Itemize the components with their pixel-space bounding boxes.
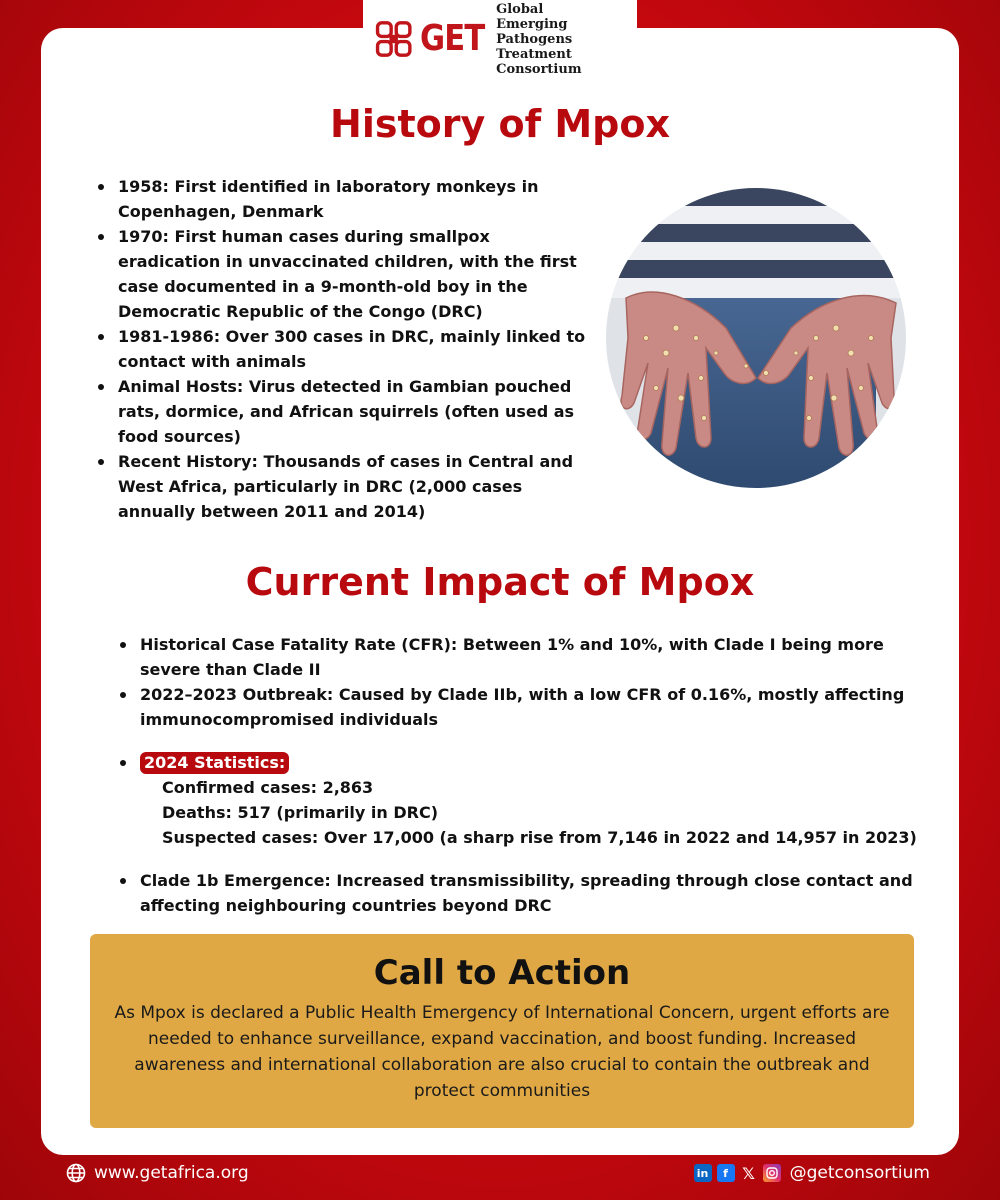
suspected-cases: Suspected cases: Over 17,000 (a sharp rise from 7,146 in 2022 and 14,957 in 2023) [162,828,917,847]
logo-subtitle [496,2,637,77]
history-title: History of Mpox [330,102,670,146]
impact-list [118,632,918,918]
list-item: 1981-1986: Over 300 cases in DRC, mainly linked to contact with animals [96,324,596,374]
deaths: Deaths: 517 (primarily in DRC) [162,803,438,822]
social-handle[interactable]: @getconsortium [789,1163,930,1183]
logo-line-2: Emerging Pathogens [496,16,573,47]
impact-title: Current Impact of Mpox [245,560,755,604]
logo [363,0,637,78]
list-item: Historical Case Fatality Rate (CFR): Between 1% and 10%, with Clade I being more severe than Clade II [118,632,918,682]
cta-title: Call to Action [373,953,631,993]
statistics-label-badge: 2024 Statistics: [140,752,289,774]
cta-body: As Mpox is declared a Public Health Emergency of International Concern, urgent efforts are needed to enhance surveillance, expand vaccination, and boost funding. Increased awareness and international collaboration are also crucial to contain the outbreak and protect communities [114,1003,890,1101]
list-item: Animal Hosts: Virus detected in Gambian pouched rats, dormice, and African squirrels (often used as food sources) [96,374,596,449]
globe-icon [66,1163,86,1183]
list-item: 2022–2023 Outbreak: Caused by Clade IIb, with a low CFR of 0.16%, mostly affecting immunocompromised individuals [118,682,918,732]
footer-website[interactable] [66,1163,249,1183]
get-logo-mark-icon [375,17,412,61]
list-item: Clade 1b Emergence: Increased transmissibility, spreading through close contact and affecting neighbouring countries beyond DRC [118,868,918,918]
mpox-hands-photo [606,188,906,488]
instagram-icon[interactable] [763,1164,781,1182]
facebook-icon[interactable]: f [717,1164,735,1182]
x-icon[interactable]: 𝕏 [742,1163,756,1183]
confirmed-cases: Confirmed cases: 2,863 [162,778,374,797]
website-link[interactable]: www.getafrica.org [94,1163,249,1183]
hands-illustration [606,188,906,488]
footer-social [694,1163,930,1183]
history-list [96,174,596,524]
list-item: Recent History: Thousands of cases in Central and West Africa, particularly in DRC (2,000 cases annually between 2011 and 2014) [96,449,596,524]
linkedin-icon[interactable]: in [694,1164,712,1182]
statistics-item [118,750,918,850]
list-item: 1958: First identified in laboratory monkeys in Copenhagen, Denmark [96,174,596,224]
call-to-action-box [90,934,914,1128]
logo-line-3: Treatment Consortium [496,46,582,77]
list-item: 1970: First human cases during smallpox eradication in unvaccinated children, with the first case documented in a 9-month-old boy in the Democratic Republic of the Congo (DRC) [96,224,596,324]
logo-wordmark: GET [420,18,485,59]
logo-line-1: Global [496,1,544,17]
